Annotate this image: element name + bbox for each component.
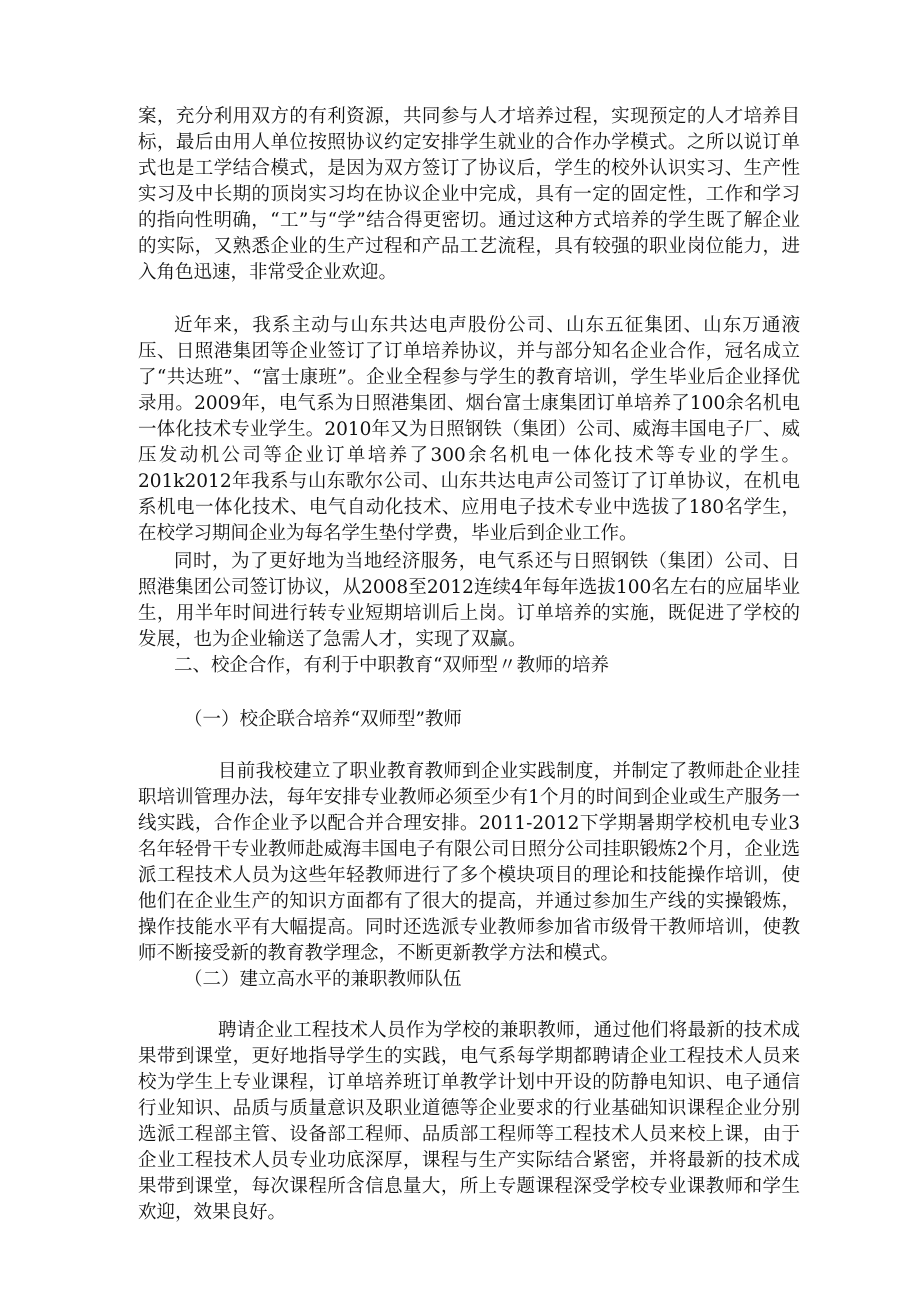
paragraph-local-economy-service: 同时，为了更好地为当地经济服务，电气系还与日照钢铁（集团）公司、日照港集团公司签订协议，从2008至2012连续4年每年选拔100名左右的应届毕业生，用半年时间进行转专业短期培训后上岗。订单培养的实施，既促进了学校的发展，也为企业输送了急需人才，实现了双赢。 [138,551,800,650]
paragraph-teacher-practice: 目前我校建立了职业教育教师到企业实践制度，并制定了教师赴企业挂职培训管理办法，每年安排专业教师必须至少有1个月的时间到企业或生产服务一线实践，合作企业予以配合并合理安排。2011-2012下学期暑期学校机电专业3名年轻骨干专业教师赴威海丰国电子有限公司日照分公司挂职锻炼2个月，企业选派工程技术人员为这些年轻教师进行了多个模块项目的理论和技能操作培训，使他们在企业生产的知识方面都有了很大的提高，并通过参加生产线的实操锻炼，操作技能水平有大幅提高。同时还选派专业教师参加省市级骨干教师培训，使教师不断接受新的教育教学理念，不断更新教学方法和模式。 [138,761,800,964]
section-heading-2: 二、校企合作，有利于中职教育“双师型〃教师的培养 [174,655,609,676]
subsection-heading-2: （二）建立高水平的兼职教师队伍 [184,969,462,990]
paragraph-order-training-continued: 案，充分利用双方的有利资源，共同参与人才培养过程，实现预定的人才培养目标，最后由用人单位按照协议约定安排学生就业的合作办学模式。之所以说订单式也是工学结合模式，是因为双方签订了协议后，学生的校外认识实习、生产性实习及中长期的顶岗实习均在协议企业中完成，具有一定的固定性，工作和学习的指向性明确，“工”与“学”结合得更密切。通过这种方式培养的学生既了解企业的实际，又熟悉企业的生产过程和产品工艺流程，具有较强的职业岗位能力，进入角色迅速，非常受企业欢迎。 [138,106,800,283]
paragraph-part-time-teachers: 聘请企业工程技术人员作为学校的兼职教师，通过他们将最新的技术成果带到课堂，更好地指导学生的实践，电气系每学期都聘请企业工程技术人员来校为学生上专业课程，订单培养班订单教学计划中开设的防静电知识、电子通信行业知识、品质与质量意识及职业道德等企业要求的行业基础知识课程企业分别选派工程部主管、设备部工程师、品质部工程师等工程技术人员来校上课，由于企业工程技术人员专业功底深厚，课程与生产实际结合紧密，并将最新的技术成果带到课堂，每次课程所含信息量大，所上专题课程深受学校专业课教师和学生欢迎，效果良好。 [138,1020,800,1223]
subsection-heading-1: （一）校企联合培养“双师型”教师 [184,709,462,730]
paragraph-recent-years-cooperation: 近年来，我系主动与山东共达电声股份公司、山东五征集团、山东万通液压、日照港集团等企业签订了订单培养协议，并与部分知名企业合作，冠名成立了“共达班”、“富士康班”。企业全程参与学生的教育培训，学生毕业后企业择优录用。2009年，电气系为日照港集团、烟台富士康集团订单培养了100余名机电一体化技术专业学生。2010年又为日照钢铁（集团）公司、威海丰国电子厂、威压发动机公司等企业订单培养了300余名机电一体化技术等专业的学生。201k2012年我系与山东歌尔公司、山东共达电声公司签订了订单协议，在机电系机电一体化技术、电气自动化技术、应用电子技术专业中选拔了180名学生，在校学习期间企业为每名学生垫付学费，毕业后到企业工作。 [138,315,800,544]
